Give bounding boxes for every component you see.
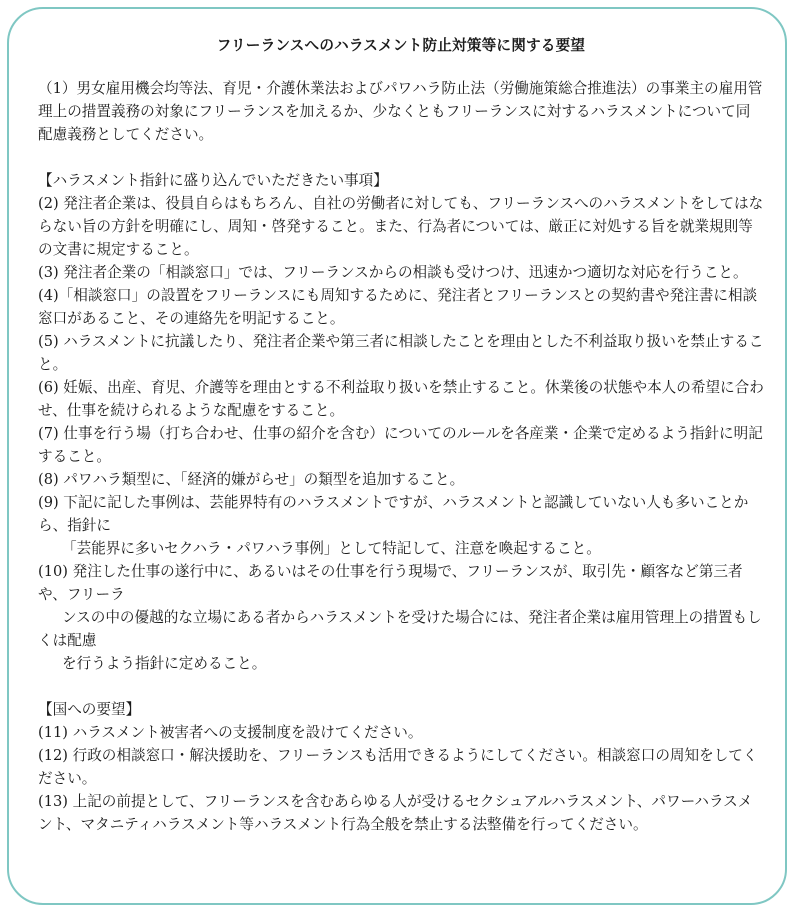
request-item-10-continued: ンスの中の優越的な立場にある者からハラスメントを受けた場合には、発注者企業は雇用管理上の措置もしくは配慮 <box>38 609 762 649</box>
request-item-12: (12) 行政の相談窓口・解決援助を、フリーランスも活用できるようにしてください。相談窓口の周知をしてください。 <box>38 747 758 787</box>
request-item-8: (8) パワハラ類型に、「経済的嫌がらせ」の類型を追加すること。 <box>38 471 465 488</box>
document-title: フリーランスへのハラスメント防止対策等に関する要望 <box>216 37 586 54</box>
spacer <box>38 675 764 698</box>
section-heading-guidelines: 【ハラスメント指針に盛り込んでいただきたい事項】 <box>38 172 388 189</box>
request-item-9-continued: 「芸能界に多いセクハラ・パワハラ事例」として特記して、注意を喚起すること。 <box>62 540 601 557</box>
document-body <box>38 34 764 836</box>
request-item-11: (11) ハラスメント被害者への支援制度を設けてください。 <box>38 724 423 741</box>
request-item-4: (4)「相談窓口」の設置をフリーランスにも周知するために、発注者とフリーランスとの契約書や発注書に相談窓口があること、その連絡先を明記すること。 <box>38 287 758 327</box>
section-heading-state: 【国への要望】 <box>38 701 141 718</box>
request-item-3: (3) 発注者企業の「相談窓口」では、フリーランスからの相談も受けつけ、迅速かつ適切な対応を行うこと。 <box>38 264 748 281</box>
request-item-6: (6) 妊娠、出産、育児、介護等を理由とする不利益取り扱いを禁止すること。休業後の状態や本人の希望に合わせ、仕事を続けられるような配慮をすること。 <box>38 379 764 419</box>
request-item-2: (2) 発注者企業は、役員自らはもちろん、自社の労働者に対しても、フリーランスへのハラスメントをしてはならない旨の方針を明確にし、周知・啓発すること。また、行為者については、厳正に対処する旨を就業規則等の文書に規定すること。 <box>38 195 764 258</box>
request-item-7: (7) 仕事を行う場（打ち合わせ、仕事の紹介を含む）についてのルールを各産業・企業で定めるよう指針に明記すること。 <box>38 425 763 465</box>
request-item-13: (13) 上記の前提として、フリーランスを含むあらゆる人が受けるセクシュアルハラスメント、パワーハラスメント、マタニティハラスメント等ハラスメント行為全般を禁止する法整備を行ってください。 <box>38 793 753 833</box>
request-item-10: (10) 発注した仕事の遂行中に、あるいはその仕事を行う現場で、フリーランスが、取引先・顧客など第三者や、フリーラ <box>38 563 743 603</box>
request-item-1: （1）男女雇用機会均等法、育児・介護休業法およびパワハラ防止法（労働施策総合推進法）の事業主の雇用管理上の措置義務の対象にフリーランスを加えるか、少なくともフリーランスに対するハラスメントについて同配慮義務としてください。 <box>38 80 763 143</box>
request-item-10-end: を行うよう指針に定めること。 <box>62 655 267 672</box>
spacer <box>38 146 764 169</box>
request-item-5: (5) ハラスメントに抗議したり、発注者企業や第三者に相談したことを理由とした不利益取り扱いを禁止すること。 <box>38 333 764 373</box>
request-item-9: (9) 下記に記した事例は、芸能界特有のハラスメントですが、ハラスメントと認識していない人も多いことから、指針に <box>38 494 749 534</box>
